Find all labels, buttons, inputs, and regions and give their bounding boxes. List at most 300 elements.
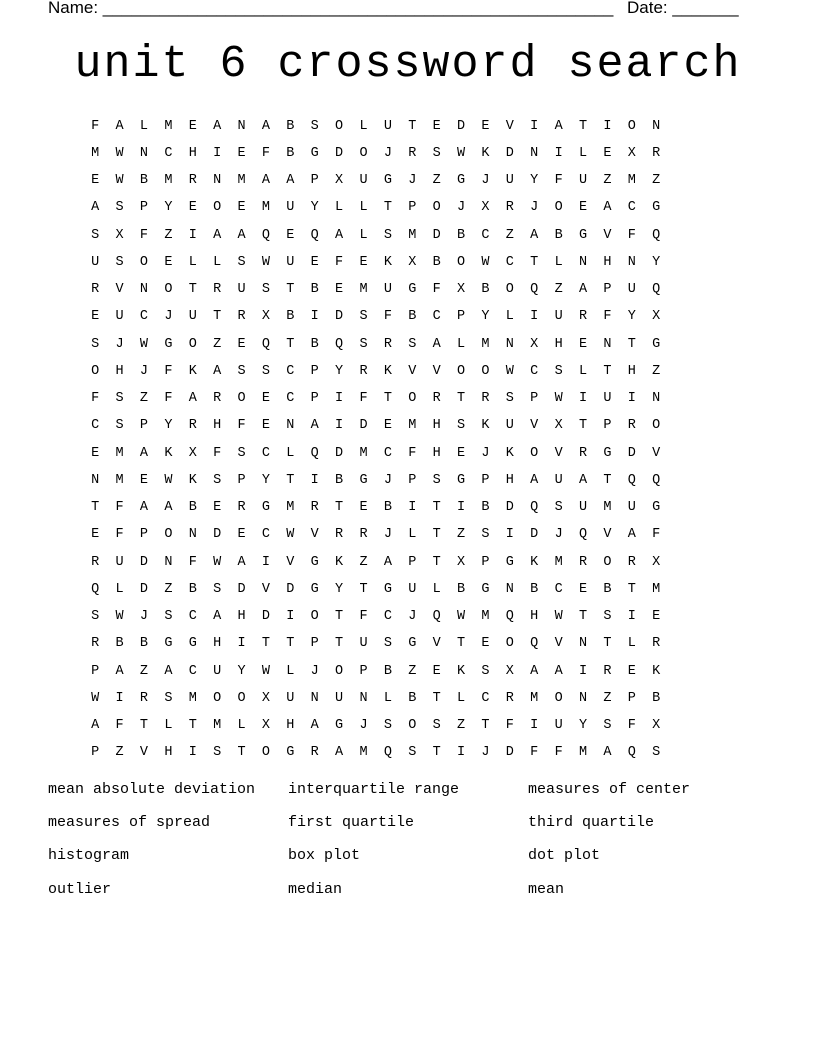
grid-letter: M xyxy=(115,472,124,488)
grid-letter: C xyxy=(139,309,149,325)
grid-letter: X xyxy=(652,309,661,325)
grid-letter: B xyxy=(603,581,612,597)
grid-letter: E xyxy=(359,254,368,270)
grid-letter: S xyxy=(213,472,222,488)
grid-letter: E xyxy=(164,254,173,270)
grid-letter: G xyxy=(188,636,197,652)
grid-letter: U xyxy=(554,472,563,488)
grid-letter: S xyxy=(408,336,417,352)
grid-letter: B xyxy=(383,663,392,679)
grid-letter: B xyxy=(286,309,295,325)
grid-letter: M xyxy=(164,173,173,189)
grid-letter: D xyxy=(505,500,514,516)
grid-letter: B xyxy=(115,636,124,652)
grid-letter: J xyxy=(408,173,417,189)
grid-letter: W xyxy=(115,173,124,189)
grid-letter: W xyxy=(261,254,270,270)
grid-letter: F xyxy=(432,282,441,298)
grid-letter: T xyxy=(237,745,246,761)
grid-letter: U xyxy=(505,418,514,434)
grid-letter: S xyxy=(115,391,124,407)
grid-letter: P xyxy=(310,173,319,189)
grid-letter: A xyxy=(603,200,612,216)
grid-letter: D xyxy=(237,581,246,597)
grid-letter: W xyxy=(457,609,466,625)
grid-letter: T xyxy=(335,500,344,516)
grid-letter: U xyxy=(213,663,222,679)
grid-letter: U xyxy=(554,309,563,325)
grid-letter: A xyxy=(115,118,124,134)
grid-letter: L xyxy=(139,118,149,134)
grid-letter: L xyxy=(578,363,588,379)
grid-letter: M xyxy=(286,500,295,516)
grid-letter: E xyxy=(139,472,149,488)
grid-letter: F xyxy=(359,391,368,407)
grid-letter: S xyxy=(91,336,100,352)
grid-letter: F xyxy=(115,500,124,516)
grid-letter: H xyxy=(627,363,636,379)
word-bank xyxy=(48,779,768,912)
grid-letter: L xyxy=(237,718,246,734)
grid-letter: O xyxy=(432,200,441,216)
grid-letter: N xyxy=(139,145,149,161)
grid-letter: Y xyxy=(335,363,344,379)
word-bank-item: mean absolute deviation xyxy=(48,781,256,798)
grid-letter: M xyxy=(578,745,588,761)
grid-letter: O xyxy=(359,145,368,161)
grid-letter: A xyxy=(261,118,270,134)
grid-letter: E xyxy=(383,418,392,434)
grid-letter: M xyxy=(261,200,270,216)
grid-letter: A xyxy=(383,554,392,570)
grid-letter: R xyxy=(505,690,514,706)
grid-letter: M xyxy=(481,336,490,352)
grid-letter: U xyxy=(505,173,514,189)
grid-letter: G xyxy=(652,200,661,216)
grid-letter: M xyxy=(359,282,368,298)
grid-letter: S xyxy=(91,227,100,243)
grid-letter: N xyxy=(652,391,661,407)
grid-letter: T xyxy=(383,200,392,216)
grid-row xyxy=(83,495,733,522)
grid-letter: J xyxy=(481,173,490,189)
grid-letter: G xyxy=(383,173,392,189)
grid-letter: R xyxy=(237,500,246,516)
grid-letter: P xyxy=(408,554,417,570)
grid-letter: E xyxy=(188,200,197,216)
grid-letter: J xyxy=(481,745,490,761)
grid-letter: E xyxy=(237,527,246,543)
grid-letter: A xyxy=(335,745,344,761)
grid-letter: E xyxy=(261,418,270,434)
grid-letter: E xyxy=(578,581,588,597)
grid-letter: N xyxy=(139,282,149,298)
grid-letter: S xyxy=(432,718,441,734)
grid-letter: N xyxy=(627,254,636,270)
grid-letter: R xyxy=(627,554,636,570)
grid-letter: G xyxy=(261,500,270,516)
grid-letter: E xyxy=(91,527,100,543)
grid-letter: S xyxy=(603,718,612,734)
grid-letter: X xyxy=(652,554,661,570)
grid-letter: H xyxy=(213,636,222,652)
grid-letter: X xyxy=(481,200,490,216)
grid-letter: Z xyxy=(603,173,612,189)
grid-letter: O xyxy=(481,363,490,379)
grid-letter: T xyxy=(603,363,612,379)
grid-letter: X xyxy=(530,336,539,352)
grid-letter: F xyxy=(115,718,124,734)
grid-letter: Q xyxy=(432,609,441,625)
grid-letter: P xyxy=(139,418,149,434)
grid-letter: D xyxy=(335,445,344,461)
grid-letter: C xyxy=(627,200,636,216)
grid-letter: Y xyxy=(481,309,490,325)
grid-letter: V xyxy=(530,418,539,434)
grid-letter: E xyxy=(91,173,100,189)
grid-letter: M xyxy=(481,609,490,625)
grid-letter: K xyxy=(188,363,197,379)
grid-letter: L xyxy=(383,690,392,706)
grid-letter: W xyxy=(164,472,173,488)
grid-letter: D xyxy=(335,309,344,325)
grid-row xyxy=(83,522,733,549)
grid-letter: U xyxy=(627,500,636,516)
grid-letter: R xyxy=(139,690,149,706)
grid-letter: A xyxy=(164,500,173,516)
word-bank-item: measures of spread xyxy=(48,814,211,832)
grid-letter: G xyxy=(408,636,417,652)
word-bank-item: measures of center xyxy=(528,781,691,798)
grid-letter: L xyxy=(359,227,368,243)
grid-letter: M xyxy=(627,173,636,189)
grid-letter: W xyxy=(115,609,124,625)
grid-letter: A xyxy=(603,745,612,761)
grid-letter: H xyxy=(505,472,514,488)
grid-letter: A xyxy=(530,663,539,679)
grid-letter: C xyxy=(188,609,197,625)
grid-letter: L xyxy=(505,309,514,325)
grid-letter: O xyxy=(408,391,417,407)
grid-letter: O xyxy=(237,391,246,407)
grid-letter: Q xyxy=(530,500,539,516)
grid-letter: B xyxy=(383,500,392,516)
grid-letter: V xyxy=(505,118,514,134)
grid-letter: H xyxy=(530,609,539,625)
grid-letter: C xyxy=(554,581,563,597)
word-bank-item: dot plot xyxy=(528,847,601,865)
grid-letter: T xyxy=(261,636,270,652)
grid-letter: S xyxy=(432,472,441,488)
grid-letter: M xyxy=(408,227,417,243)
grid-letter: K xyxy=(335,554,344,570)
grid-letter: L xyxy=(213,254,222,270)
grid-letter: T xyxy=(188,282,197,298)
grid-letter: F xyxy=(627,227,636,243)
grid-letter: K xyxy=(505,445,514,461)
grid-letter: N xyxy=(530,145,539,161)
grid-letter: T xyxy=(432,745,441,761)
grid-row xyxy=(83,140,733,167)
grid-letter: P xyxy=(408,200,417,216)
grid-letter: M xyxy=(213,718,222,734)
grid-letter: L xyxy=(554,254,563,270)
grid-letter: R xyxy=(310,745,319,761)
grid-letter: W xyxy=(457,145,466,161)
grid-letter: U xyxy=(383,118,392,134)
grid-letter: O xyxy=(91,363,100,379)
grid-row xyxy=(83,331,733,358)
grid-letter: E xyxy=(432,663,441,679)
grid-letter: I xyxy=(627,609,636,625)
grid-letter: A xyxy=(530,472,539,488)
grid-letter: Z xyxy=(505,227,514,243)
grid-letter: I xyxy=(554,145,563,161)
grid-letter: V xyxy=(554,445,563,461)
grid-letter: L xyxy=(457,336,466,352)
grid-letter: I xyxy=(530,309,539,325)
grid-letter: Z xyxy=(432,173,441,189)
grid-letter: F xyxy=(627,718,636,734)
grid-letter: I xyxy=(261,554,270,570)
grid-letter: C xyxy=(383,609,392,625)
grid-letter: F xyxy=(139,227,149,243)
grid-row xyxy=(83,113,733,140)
grid-letter: I xyxy=(530,118,539,134)
grid-letter: O xyxy=(603,554,612,570)
grid-letter: L xyxy=(359,200,368,216)
grid-letter: E xyxy=(237,336,246,352)
grid-letter: P xyxy=(237,472,246,488)
grid-letter: G xyxy=(310,581,319,597)
grid-letter: W xyxy=(554,609,563,625)
grid-letter: X xyxy=(627,145,636,161)
grid-letter: J xyxy=(554,527,563,543)
grid-letter: Q xyxy=(383,745,392,761)
word-bank-item: interquartile range xyxy=(288,781,460,798)
grid-letter: D xyxy=(505,745,514,761)
grid-row xyxy=(83,222,733,249)
grid-letter: W xyxy=(115,145,124,161)
grid-letter: L xyxy=(115,581,124,597)
grid-letter: Q xyxy=(627,472,636,488)
grid-letter: E xyxy=(213,500,222,516)
grid-letter: N xyxy=(578,254,588,270)
grid-letter: Z xyxy=(554,282,563,298)
grid-letter: O xyxy=(457,363,466,379)
grid-letter: Y xyxy=(578,718,588,734)
grid-letter: A xyxy=(530,227,539,243)
grid-letter: Q xyxy=(652,472,661,488)
grid-letter: S xyxy=(481,663,490,679)
grid-letter: A xyxy=(335,227,344,243)
grid-letter: S xyxy=(164,609,173,625)
grid-letter: U xyxy=(627,282,636,298)
grid-letter: E xyxy=(578,200,588,216)
grid-letter: F xyxy=(530,745,539,761)
grid-letter: T xyxy=(286,282,295,298)
grid-letter: N xyxy=(286,418,295,434)
grid-letter: P xyxy=(310,391,319,407)
grid-letter: B xyxy=(457,581,466,597)
grid-letter: X xyxy=(457,282,466,298)
grid-letter: G xyxy=(652,336,661,352)
grid-letter: I xyxy=(286,609,295,625)
grid-letter: O xyxy=(213,200,222,216)
grid-letter: I xyxy=(188,745,197,761)
grid-letter: T xyxy=(457,391,466,407)
grid-letter: L xyxy=(627,636,636,652)
grid-letter: G xyxy=(383,581,392,597)
grid-letter: R xyxy=(359,363,368,379)
grid-letter: E xyxy=(286,227,295,243)
grid-letter: J xyxy=(457,200,466,216)
grid-letter: A xyxy=(554,118,563,134)
grid-letter: L xyxy=(457,690,466,706)
grid-letter: F xyxy=(188,554,197,570)
grid-letter: F xyxy=(261,145,270,161)
grid-letter: J xyxy=(408,609,417,625)
grid-letter: G xyxy=(652,500,661,516)
grid-letter: F xyxy=(213,445,222,461)
grid-letter: I xyxy=(335,418,344,434)
grid-letter: S xyxy=(261,363,270,379)
grid-letter: E xyxy=(359,500,368,516)
grid-letter: X xyxy=(554,418,563,434)
grid-letter: X xyxy=(505,663,514,679)
grid-row xyxy=(83,467,733,494)
grid-letter: K xyxy=(383,363,392,379)
grid-letter: O xyxy=(139,254,149,270)
grid-letter: V xyxy=(432,636,441,652)
grid-letter: Q xyxy=(530,282,539,298)
grid-letter: N xyxy=(578,690,588,706)
grid-letter: E xyxy=(310,254,319,270)
grid-letter: R xyxy=(408,145,417,161)
grid-letter: G xyxy=(164,336,173,352)
grid-letter: V xyxy=(115,282,124,298)
grid-letter: R xyxy=(91,282,100,298)
grid-letter: U xyxy=(335,690,344,706)
grid-letter: R xyxy=(603,663,612,679)
grid-letter: V xyxy=(310,527,319,543)
grid-letter: R xyxy=(213,391,222,407)
grid-letter: Q xyxy=(261,336,270,352)
grid-letter: U xyxy=(115,554,124,570)
grid-letter: Z xyxy=(457,718,466,734)
grid-letter: A xyxy=(554,663,563,679)
grid-letter: N xyxy=(505,581,514,597)
grid-letter: H xyxy=(237,609,246,625)
grid-letter: L xyxy=(359,118,368,134)
grid-letter: T xyxy=(627,336,636,352)
grid-letter: I xyxy=(310,309,319,325)
grid-letter: J xyxy=(481,445,490,461)
grid-letter: B xyxy=(432,254,441,270)
grid-letter: Z xyxy=(652,363,661,379)
grid-letter: O xyxy=(335,118,344,134)
grid-row xyxy=(83,713,733,740)
grid-letter: N xyxy=(310,690,319,706)
grid-letter: X xyxy=(335,173,344,189)
word-bank-item: box plot xyxy=(288,847,361,865)
grid-letter: G xyxy=(310,145,319,161)
grid-letter: H xyxy=(286,718,295,734)
grid-letter: F xyxy=(359,609,368,625)
grid-letter: S xyxy=(383,636,392,652)
grid-letter: I xyxy=(310,472,319,488)
grid-letter: L xyxy=(286,663,295,679)
grid-letter: I xyxy=(530,718,539,734)
grid-letter: H xyxy=(432,445,441,461)
grid-letter: X xyxy=(261,690,270,706)
grid-letter: J xyxy=(310,663,319,679)
grid-letter: O xyxy=(188,336,197,352)
grid-row xyxy=(83,277,733,304)
grid-letter: J xyxy=(383,145,392,161)
grid-letter: D xyxy=(335,145,344,161)
grid-letter: S xyxy=(261,282,270,298)
grid-letter: C xyxy=(261,445,270,461)
grid-letter: V xyxy=(554,636,563,652)
grid-letter: P xyxy=(139,200,149,216)
grid-letter: M xyxy=(408,418,417,434)
grid-letter: I xyxy=(603,118,612,134)
grid-row xyxy=(83,195,733,222)
grid-letter: T xyxy=(91,500,100,516)
grid-letter: R xyxy=(432,391,441,407)
grid-letter: A xyxy=(139,500,149,516)
grid-letter: Y xyxy=(237,663,246,679)
grid-letter: B xyxy=(481,500,490,516)
grid-letter: G xyxy=(457,173,466,189)
name-field-line: Name: ______________________________________________________ xyxy=(48,0,614,17)
grid-letter: A xyxy=(261,173,270,189)
grid-letter: B xyxy=(554,227,563,243)
grid-letter: G xyxy=(481,581,490,597)
grid-letter: R xyxy=(213,282,222,298)
grid-letter: X xyxy=(261,309,270,325)
grid-letter: K xyxy=(383,254,392,270)
grid-letter: E xyxy=(91,309,100,325)
grid-letter: F xyxy=(408,445,417,461)
grid-letter: E xyxy=(432,118,441,134)
grid-letter: S xyxy=(359,309,368,325)
grid-letter: B xyxy=(530,581,539,597)
grid-letter: A xyxy=(91,200,100,216)
grid-row xyxy=(83,168,733,195)
grid-letter: S xyxy=(432,145,441,161)
grid-letter: S xyxy=(91,609,100,625)
grid-letter: K xyxy=(481,145,490,161)
grid-letter: J xyxy=(139,363,149,379)
grid-letter: W xyxy=(91,690,100,706)
grid-letter: Q xyxy=(335,336,344,352)
grid-letter: T xyxy=(383,391,392,407)
grid-letter: A xyxy=(310,718,319,734)
letter-grid xyxy=(83,113,733,767)
grid-letter: X xyxy=(188,445,197,461)
grid-letter: S xyxy=(554,363,563,379)
grid-letter: L xyxy=(286,445,295,461)
grid-letter: P xyxy=(91,745,100,761)
grid-letter: S xyxy=(554,500,563,516)
grid-letter: T xyxy=(603,472,612,488)
grid-letter: B xyxy=(408,309,417,325)
grid-letter: A xyxy=(432,336,441,352)
grid-letter: S xyxy=(115,254,124,270)
grid-letter: I xyxy=(457,500,466,516)
